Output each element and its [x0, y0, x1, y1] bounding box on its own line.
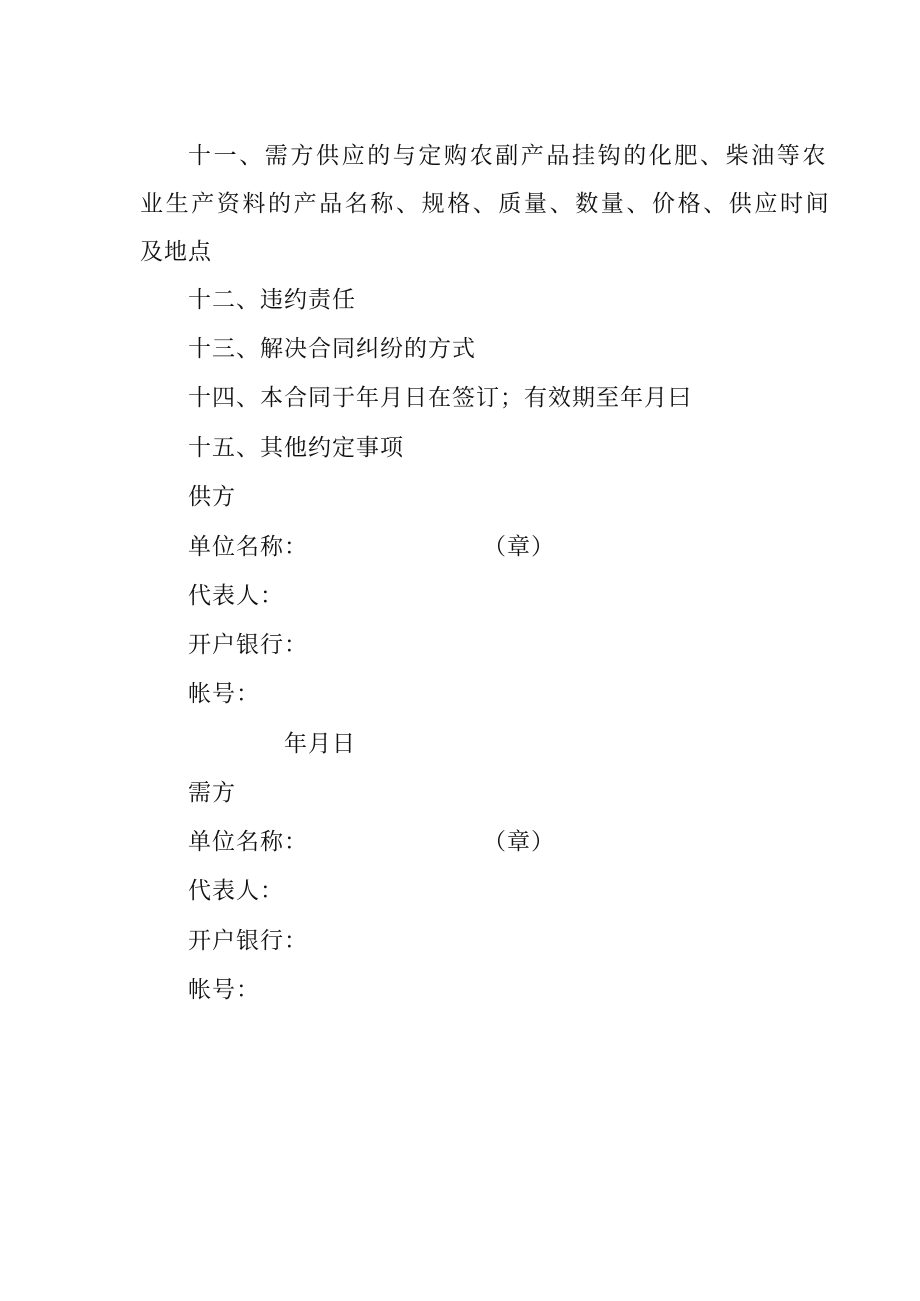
supplier-representative-label: 代表人： [188, 583, 284, 609]
buyer-seal: （章） [483, 829, 555, 855]
clause-14: 十四、本合同于年月日在签订；有效期至年月曰 [188, 385, 692, 411]
clause-13: 十三、解决合同纠纷的方式 [188, 336, 476, 362]
clause-15: 十五、其他约定事项 [188, 435, 404, 461]
clause-11 [140, 142, 832, 286]
clause-12: 十二、违约责任 [188, 287, 356, 313]
buyer-representative-label: 代表人： [188, 878, 284, 904]
buyer-unit-name-label: 单位名称： [188, 829, 308, 855]
buyer-heading: 需方 [188, 780, 236, 806]
supplier-bank-label: 开户银行： [188, 632, 308, 658]
clause-11-line-1: 十一、需方供应的与定购农副产品挂钩的化肥、柴油等农 [188, 143, 828, 169]
clause-11-line-3: 及地点 [140, 239, 212, 265]
supplier-account-label: 帐号： [188, 681, 260, 707]
supplier-date: 年月日 [284, 731, 356, 757]
supplier-heading: 供方 [188, 484, 236, 510]
clause-11-line-2: 业生产资料的产品名称、规格、质量、数量、价格、供应时间 [140, 191, 832, 217]
supplier-seal: （章） [483, 534, 555, 560]
buyer-account-label: 帐号： [188, 977, 260, 1003]
buyer-bank-label: 开户银行： [188, 928, 308, 954]
supplier-unit-name-label: 单位名称： [188, 534, 308, 560]
